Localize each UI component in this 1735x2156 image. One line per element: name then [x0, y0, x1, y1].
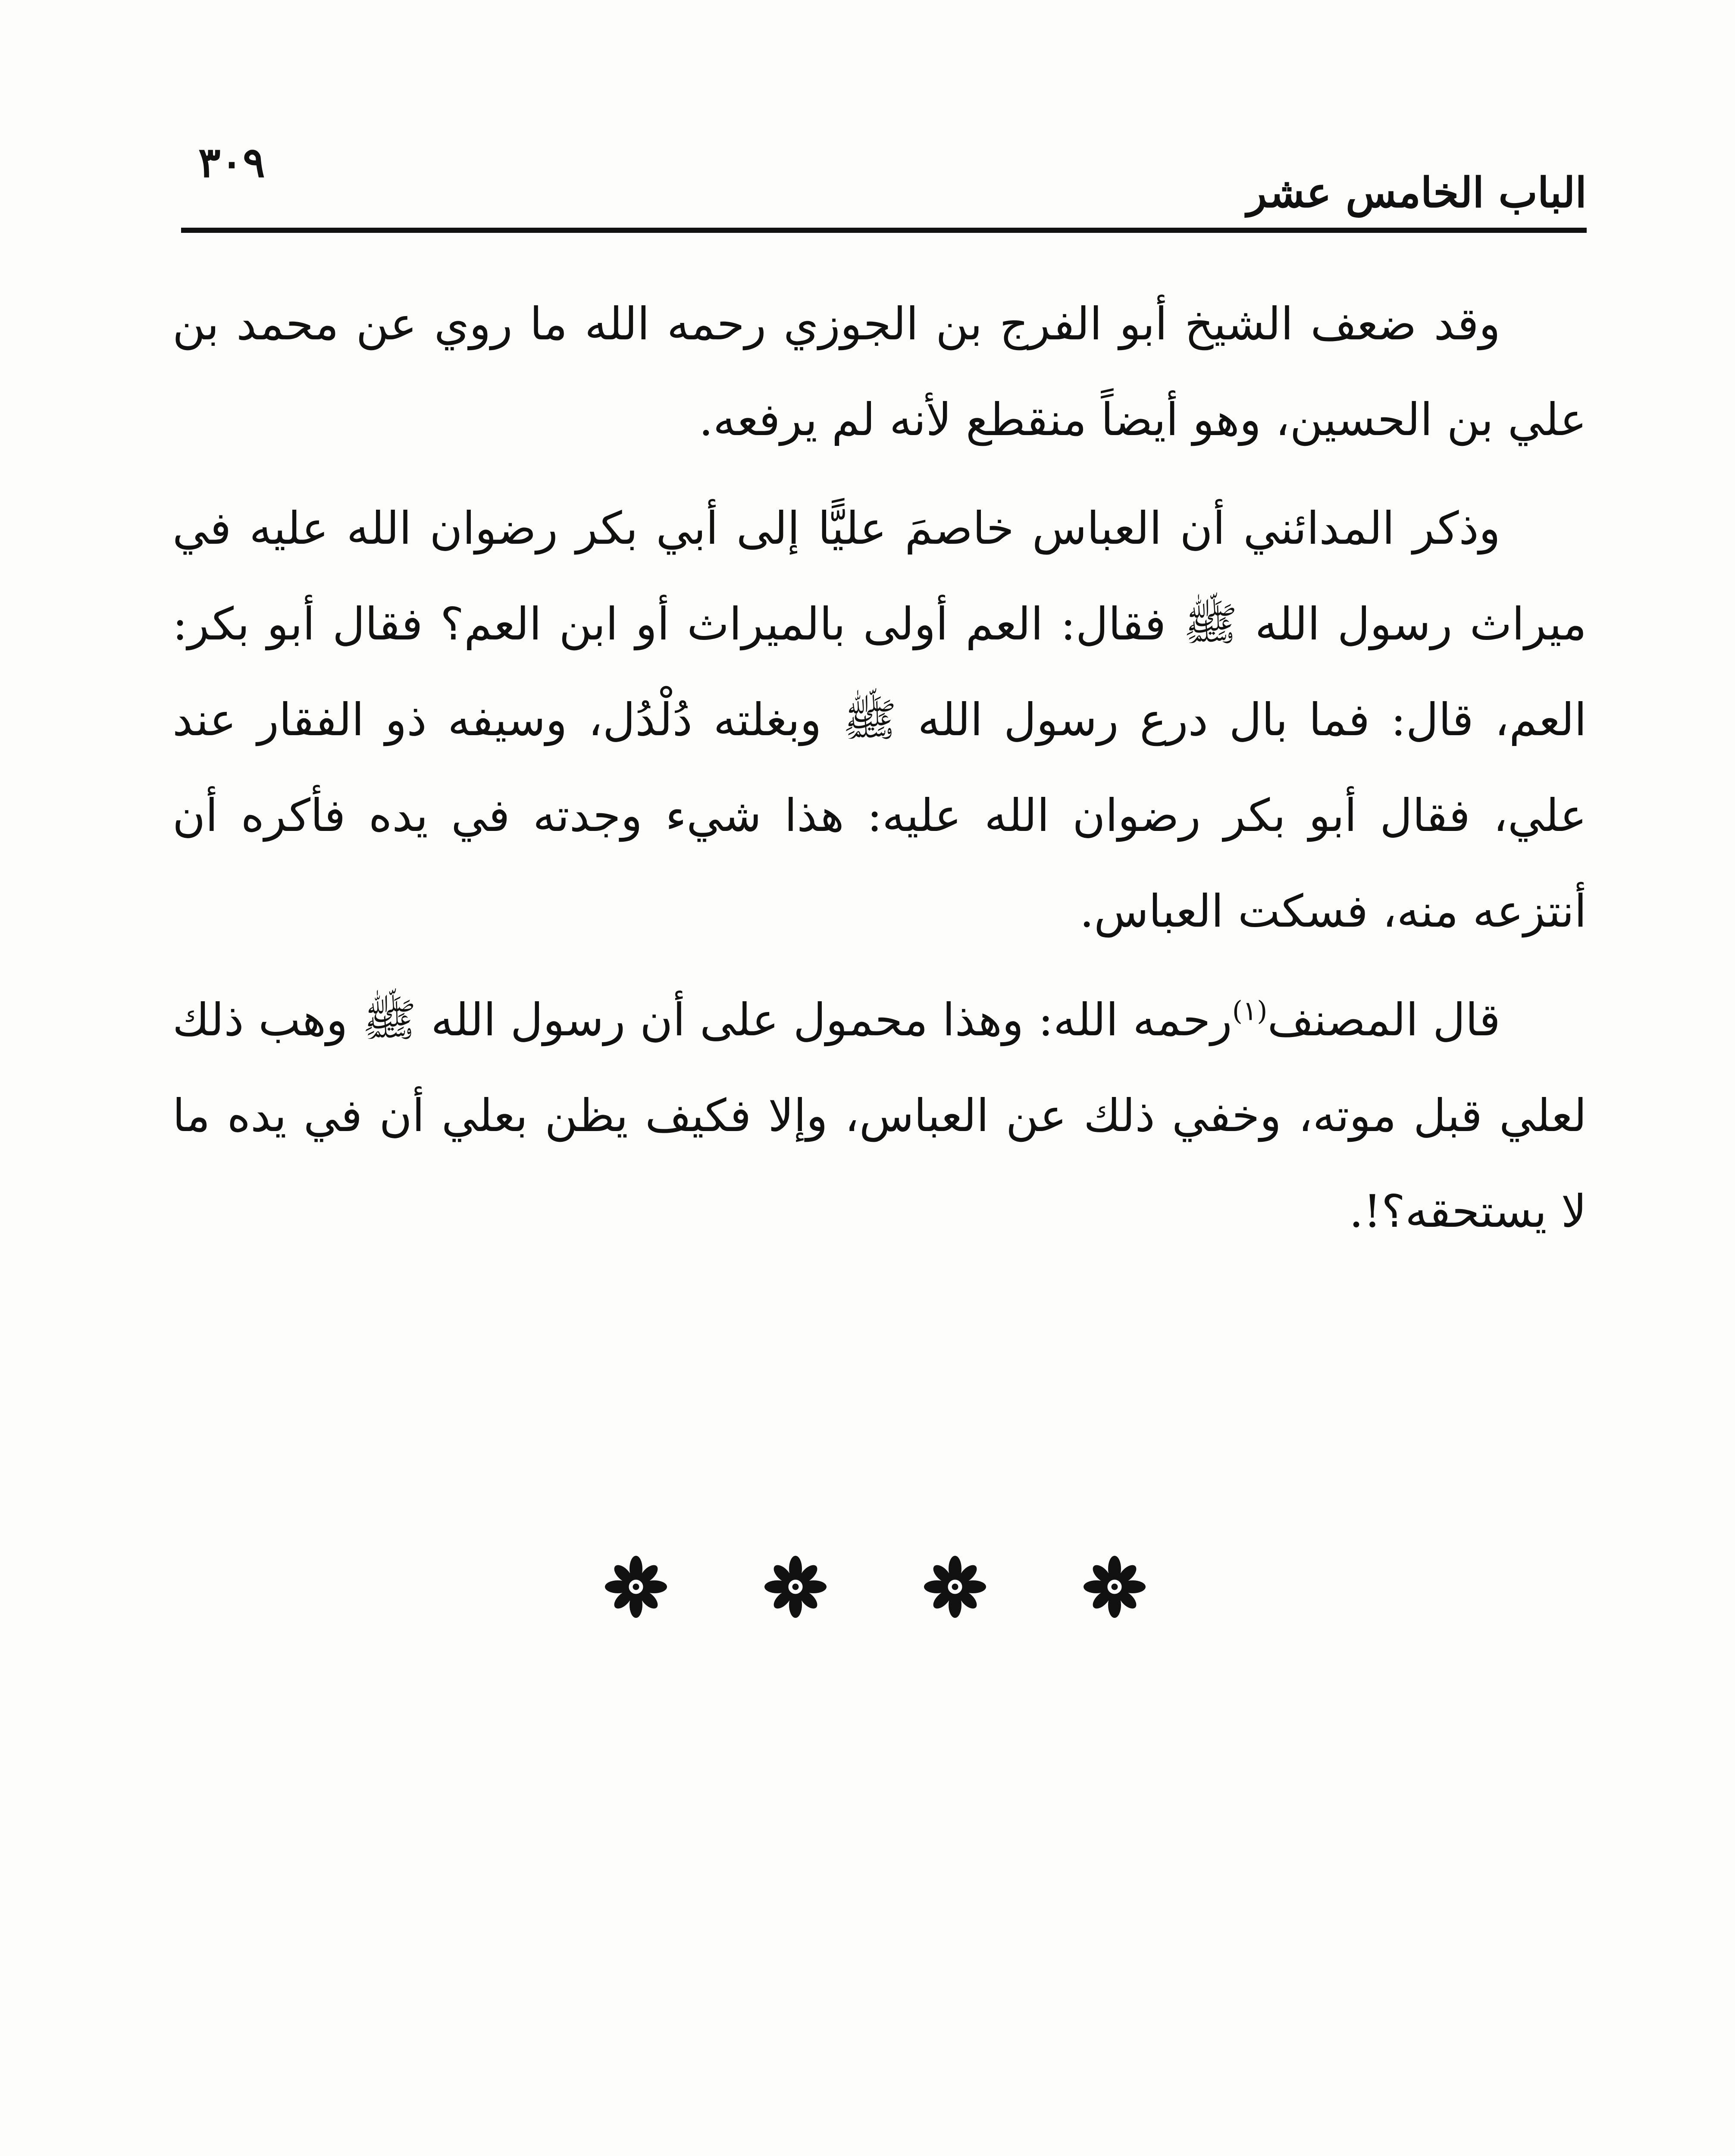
page-header	[181, 129, 1587, 237]
section-ornaments	[604, 1544, 1147, 1630]
paragraph-3-start: قال المصنف	[1267, 993, 1500, 1046]
flower-ornament-icon	[923, 1554, 987, 1619]
footnote-marker: (١)	[1232, 995, 1268, 1027]
flower-ornament-icon	[763, 1554, 828, 1619]
paragraph-1: وقد ضعف الشيخ أبو الفرج بن الجوزي رحمه الله ما روي عن محمد بن علي بن الحسين، وهو أيضاً منقطع لأنه لم يرفعه.	[172, 298, 1587, 446]
paragraph-3	[172, 972, 1587, 1259]
paragraph-2: وذكر المدائني أن العباس خاصمَ عليًّا إلى أبي بكر رضوان الله عليه في ميراث رسول الله ﷺ فقال: العم أولى بالميراث أو ابن العم؟ فقال أبو بكر: العم، قال: فما بال درع رسول الله ﷺ وبغلته دُلْدُل، وسيفه ذو الفقار عند علي، فقال أبو بكر رضوان الله عليه: هذا شيء وجدته في يده فأكره أن أنتزعه منه، فسكت العباس.	[172, 502, 1587, 937]
chapter-title: الباب الخامس عشر	[1246, 168, 1587, 217]
body-text	[172, 276, 1587, 1272]
flower-ornament-icon	[1082, 1554, 1147, 1619]
header-rule	[181, 228, 1587, 233]
page-number: ٣٠٩	[198, 138, 265, 187]
paragraph-3-rest: رحمه الله: وهذا محمول على أن رسول الله ﷺ وهب ذلك لعلي قبل موته، وخفي ذلك عن العباس، وإلا فكيف يظن بعلي أن في يده ما لا يستحقه؟!.	[172, 993, 1587, 1238]
flower-ornament-icon	[604, 1554, 668, 1619]
